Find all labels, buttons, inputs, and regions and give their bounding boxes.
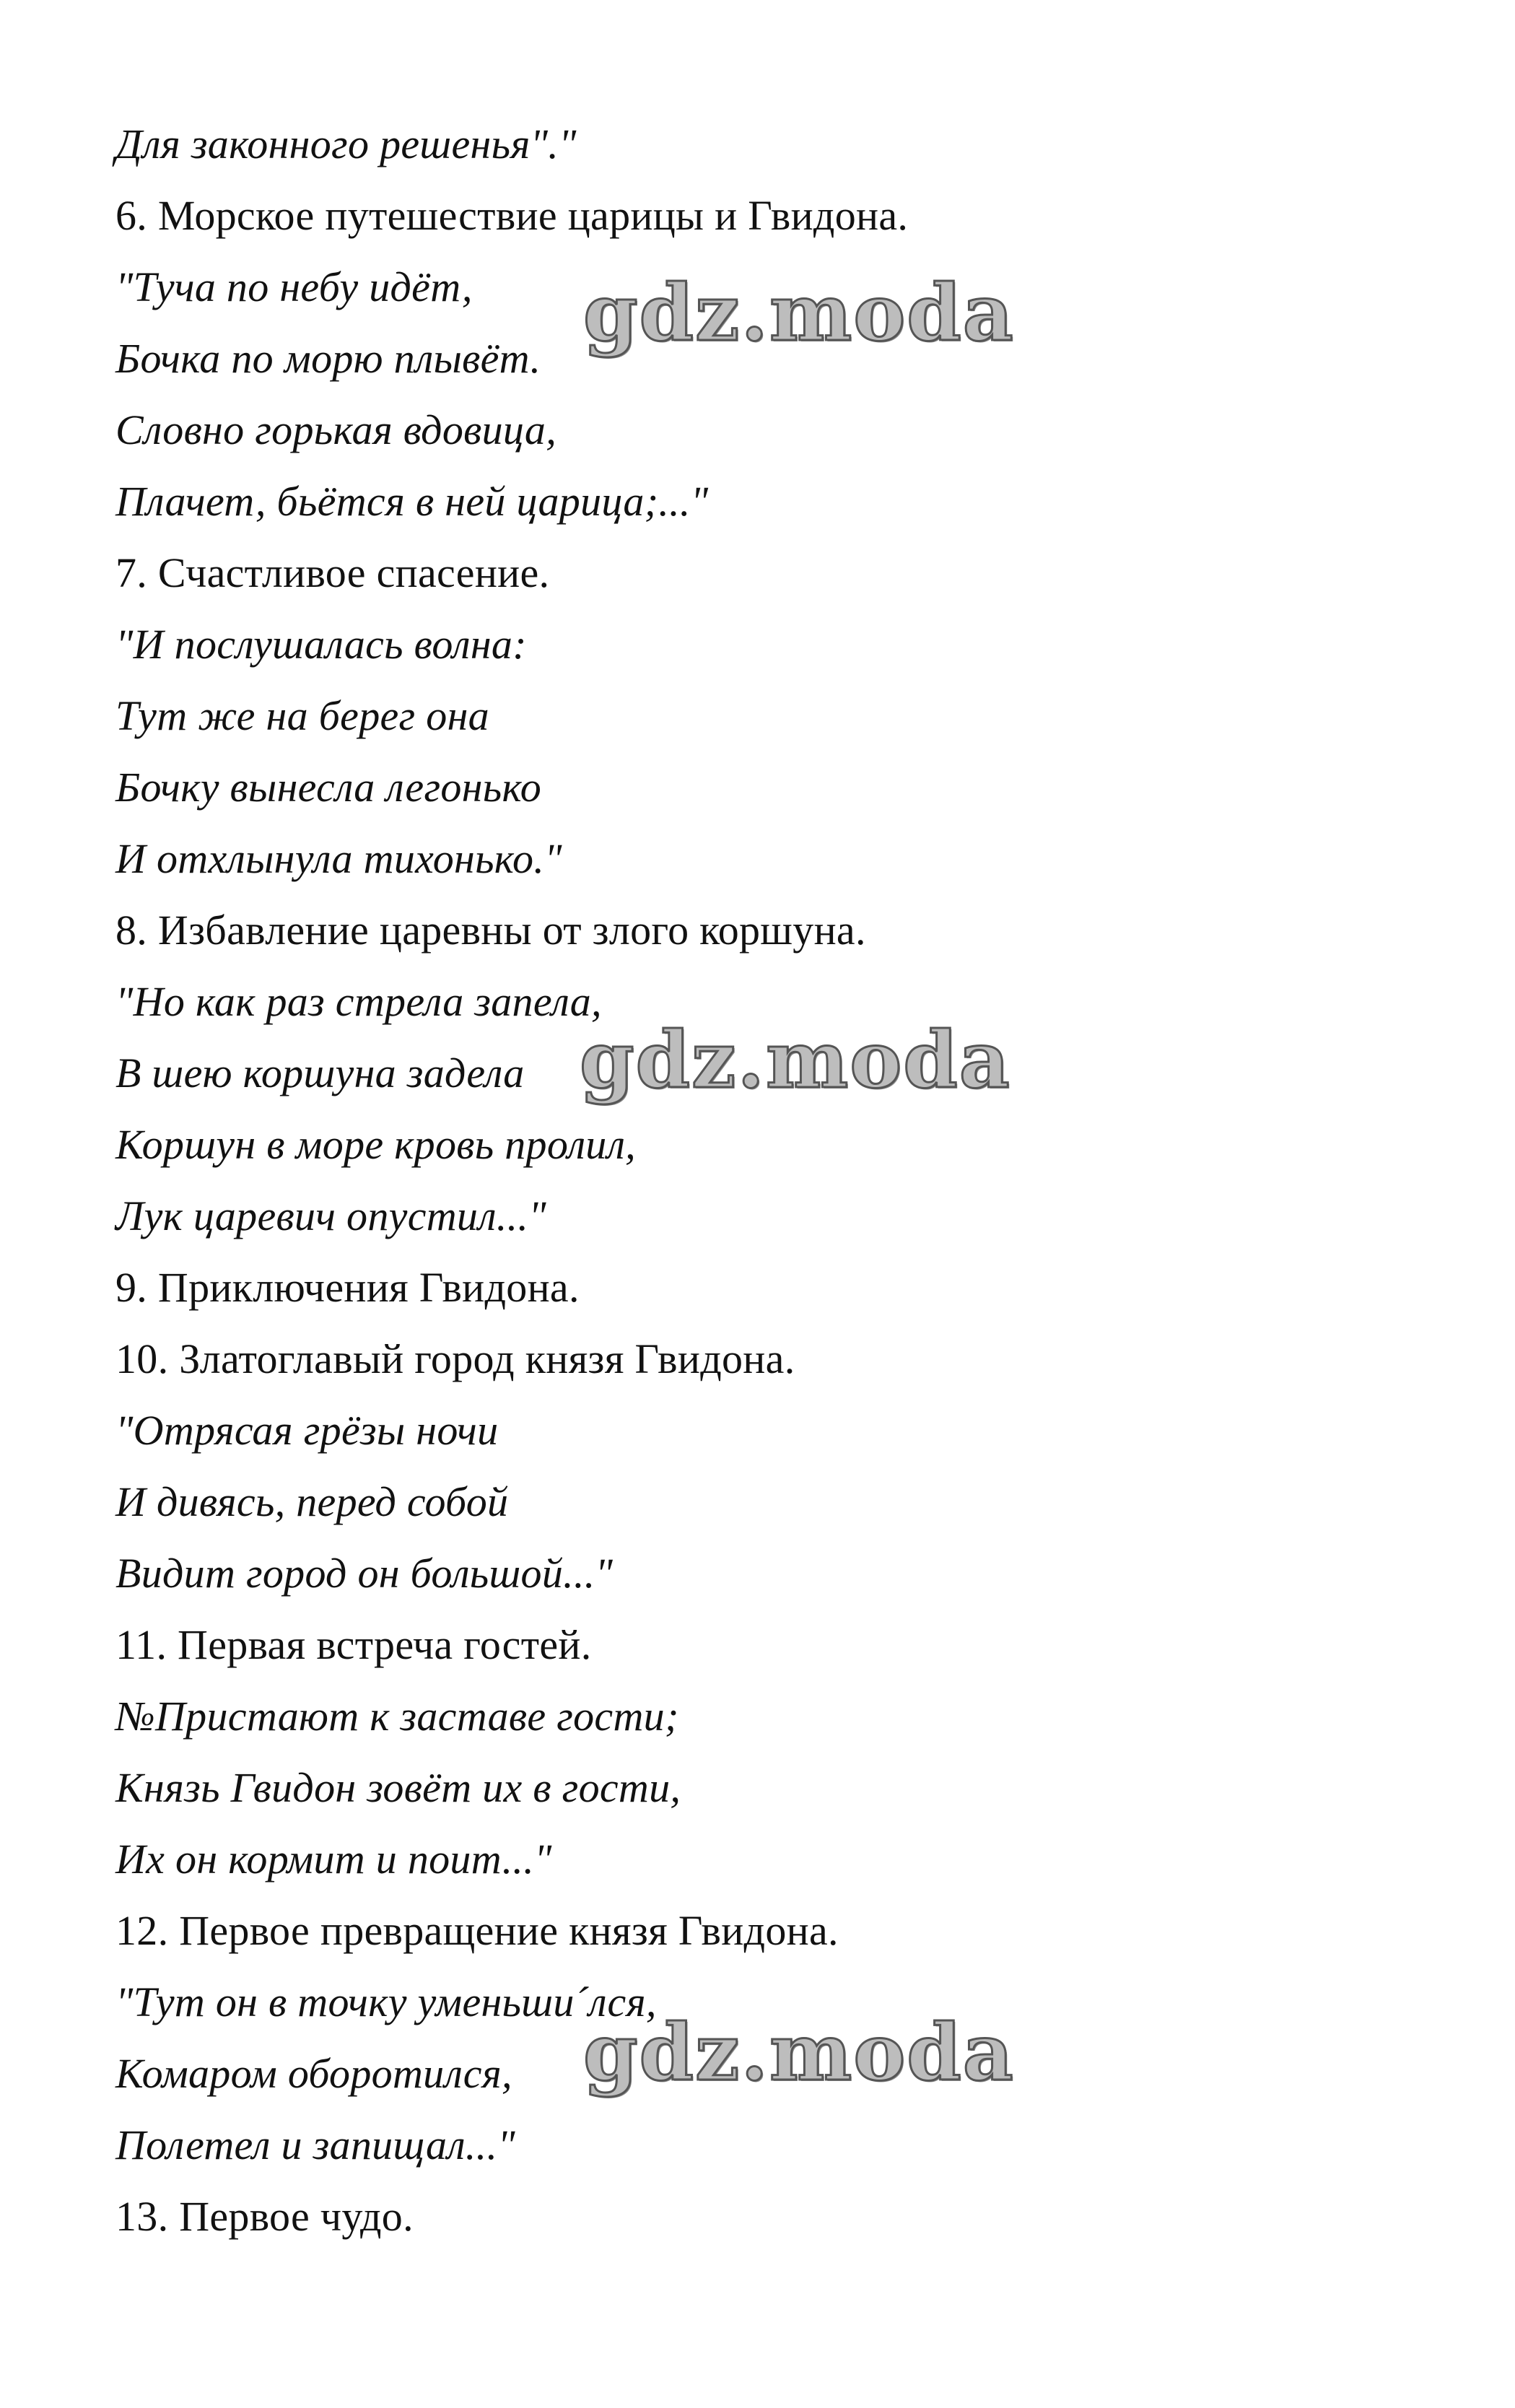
section-heading: 9. Приключения Гвидона. (115, 1264, 580, 1311)
quote-line: Полетел и запищал..." (115, 2121, 515, 2168)
section-heading: 7. Счастливое спасение. (115, 549, 550, 596)
quote-line: Коршун в море кровь пролил, (115, 1121, 636, 1168)
quote-line: "Тут он в точку уменьши´лся, (115, 1979, 657, 2025)
section-heading: 6. Морское путешествие царицы и Гвидона. (115, 192, 909, 239)
quote-line: "Но как раз стрела запела, (115, 978, 602, 1025)
section-heading: 13. Первое чудо. (115, 2193, 414, 2240)
watermark: gdz.moda (583, 268, 1015, 359)
quote-line: "Отрясая грёзы ночи (115, 1407, 499, 1454)
quote-line: Их он кормит и поит..." (115, 1836, 552, 1883)
quote-line: И дивясь, перед собой (115, 1478, 509, 1525)
quote-line: Лук царевич опустил..." (115, 1192, 546, 1239)
watermark: gdz.moda (580, 1015, 1011, 1106)
quote-line: В шею коршуна задела (115, 1050, 525, 1096)
quote-line: "Туча по небу идёт, (115, 263, 473, 310)
quote-line: Плачет, бьётся в ней царица;..." (115, 478, 709, 525)
quote-line: Бочку вынесла легонько (115, 764, 541, 811)
quote-line: №Пристают к заставе гости; (115, 1693, 679, 1740)
section-heading: 11. Первая встреча гостей. (115, 1621, 592, 1668)
quote-line: Бочка по морю плывёт. (115, 335, 541, 382)
quote-line: Князь Гвидон зовёт их в гости, (115, 1764, 681, 1811)
section-heading: 12. Первое превращение князя Гвидона. (115, 1907, 839, 1954)
section-heading: 8. Избавление царевны от злого коршуна. (115, 907, 866, 954)
quote-line: Видит город он большой..." (115, 1550, 614, 1597)
quote-line: Комаром оборотился, (115, 2050, 512, 2097)
section-heading: 10. Златоглавый город князя Гвидона. (115, 1335, 795, 1382)
quote-line: "И послушалась волна: (115, 621, 527, 668)
watermark: gdz.moda (583, 2007, 1015, 2098)
quote-line: И отхлынула тихонько." (115, 835, 562, 882)
quote-line: Тут же на берег она (115, 692, 489, 739)
text-lines (115, 108, 908, 2252)
quote-line: Словно горькая вдовица, (115, 406, 557, 453)
quote-line: Для законного решенья"." (115, 121, 577, 167)
